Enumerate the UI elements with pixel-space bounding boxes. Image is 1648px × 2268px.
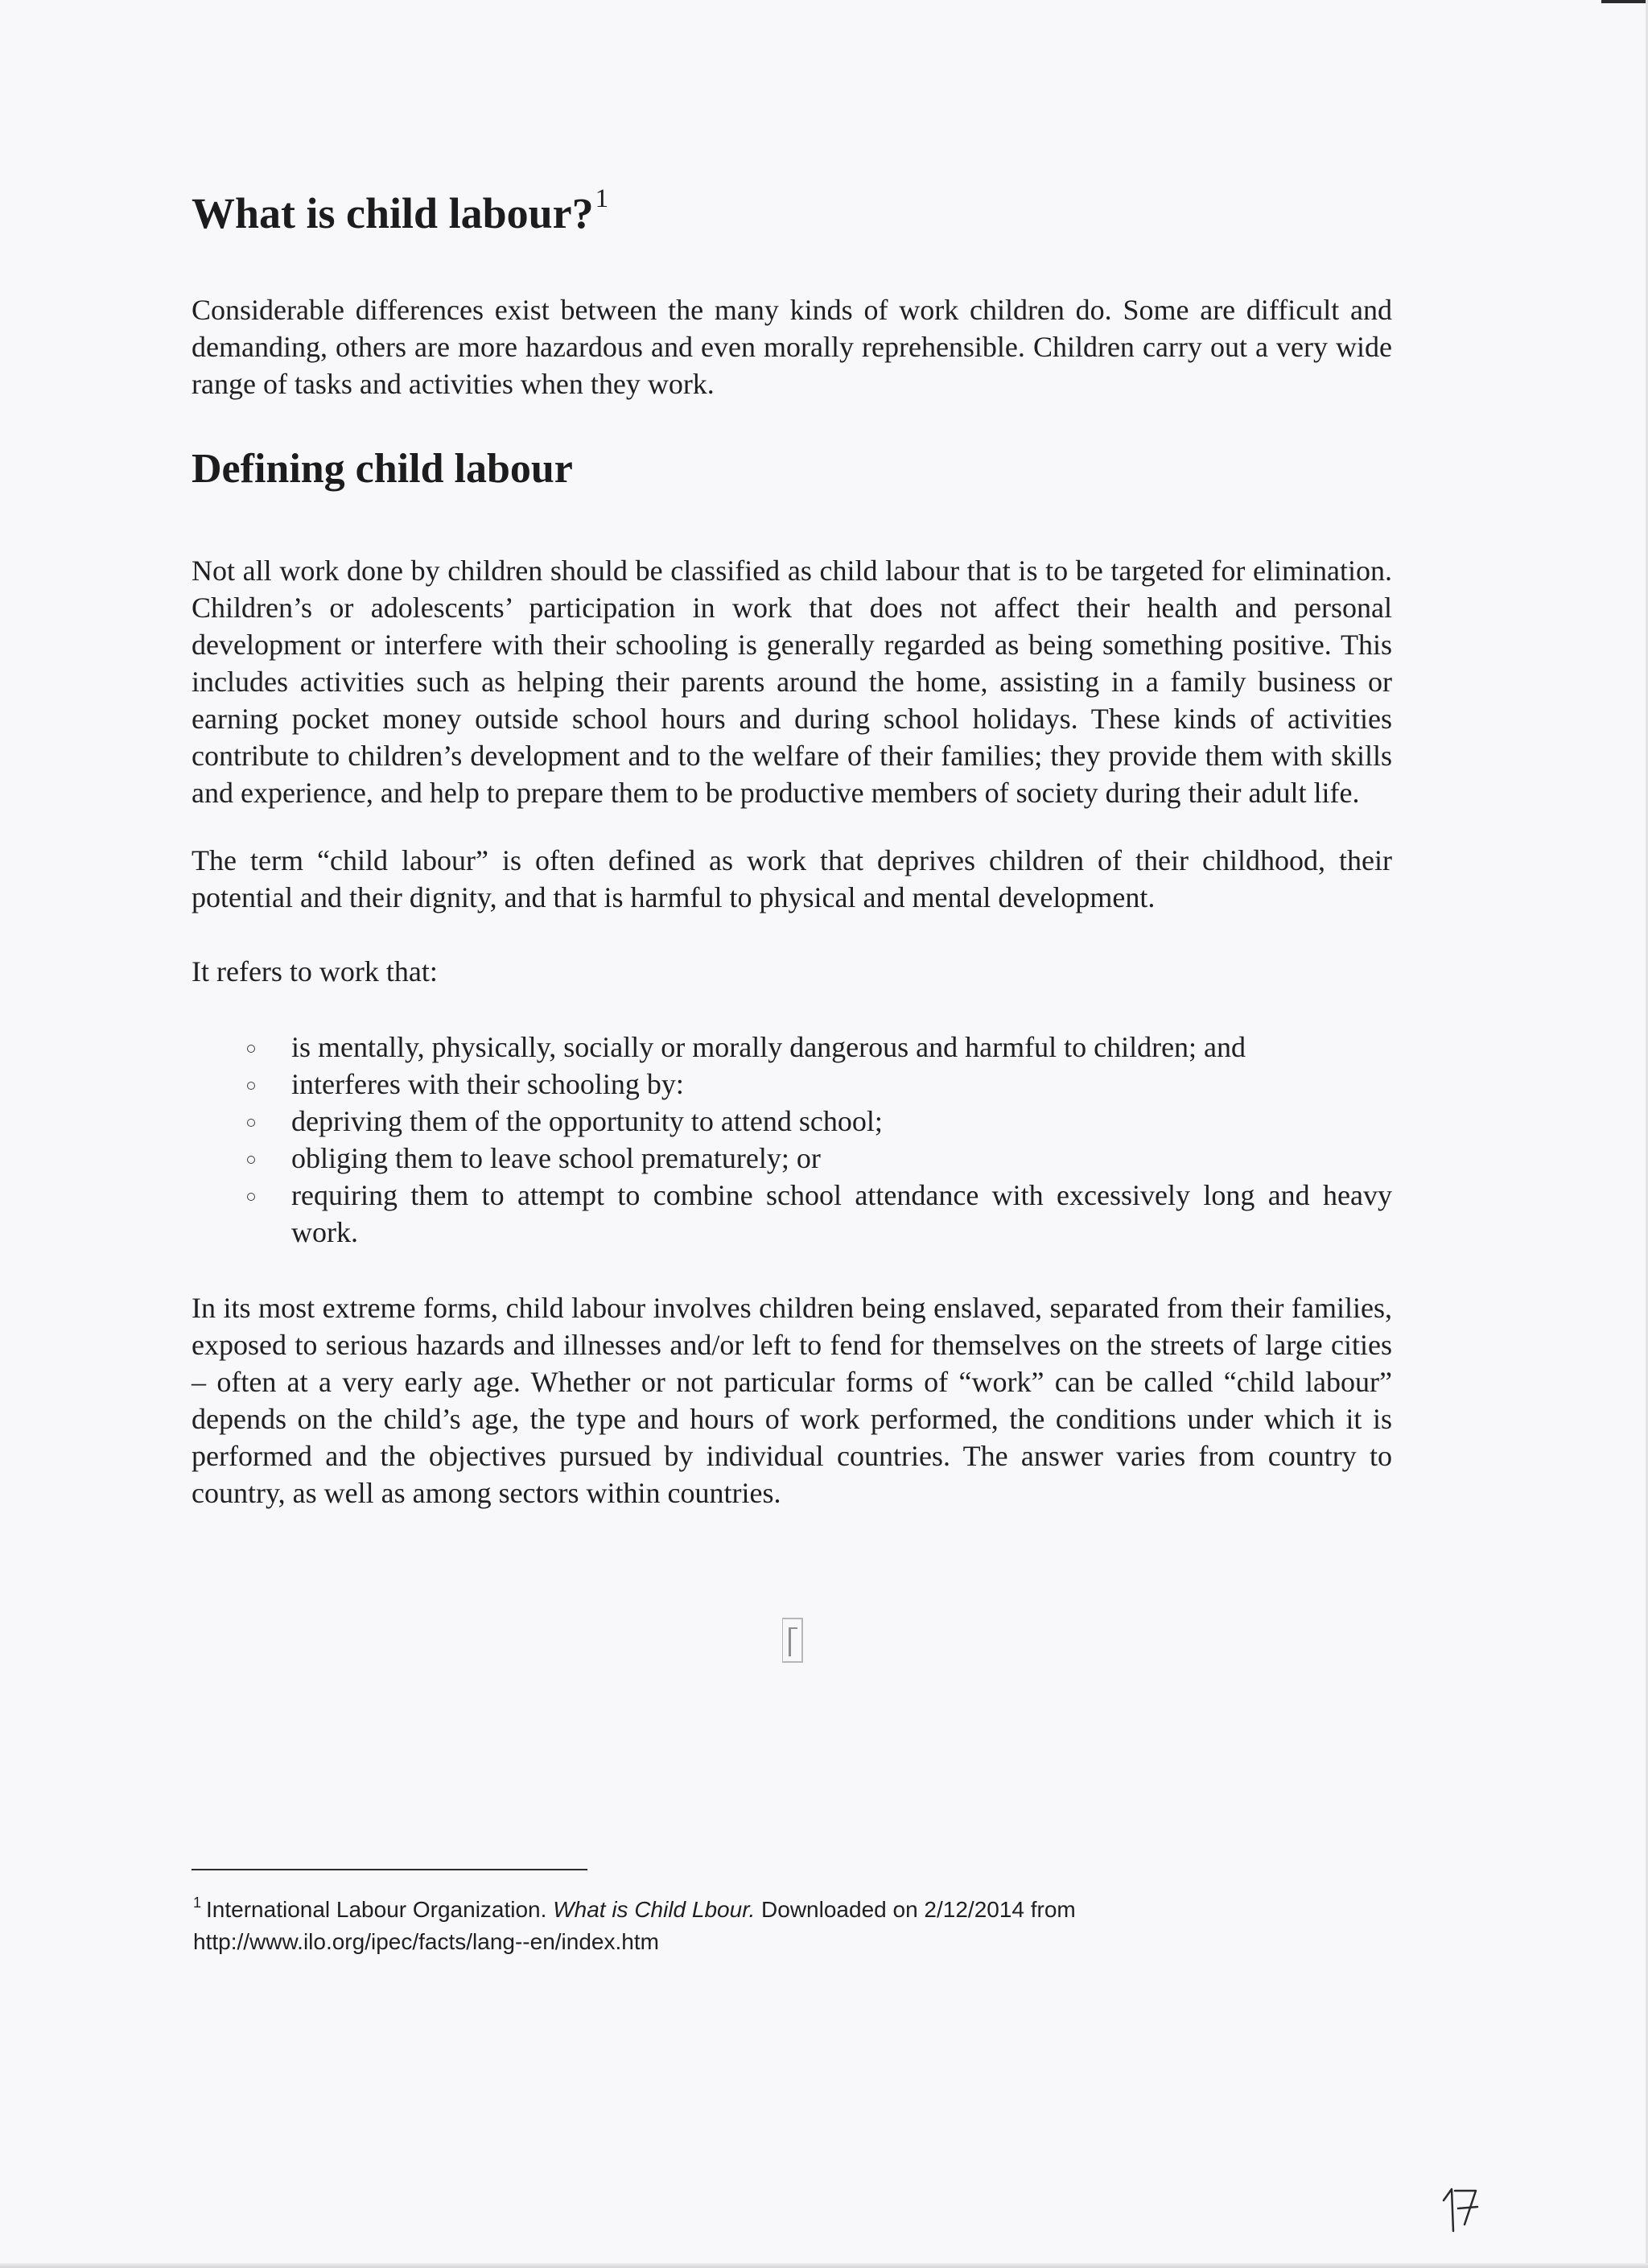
page-number-mark-icon [782,1618,803,1663]
closing-paragraph: In its most extreme forms, child labour involves children being enslaved, separated from their families, exposed to serious hazards and illnesses and/or left to fend for themselves on the streets of large cities – often at a very early age. Whether or not particular forms of “work” can be called “child labour” depends on the child’s age, the type and hours of work performed, the conditions under which it is performed and the objectives pursued by individual countries. The answer varies from country to country, as well as among sectors within countries. [192,1292,1392,1510]
bullet-icon [247,1045,255,1053]
footnote-number: 1 [193,1895,202,1911]
intro-paragraph: Considerable differences exist between the many kinds of work children do. Some are difficult and demanding, others are more hazardous and even morally reprehensible. Children carry out a very wide range of tasks and activities when they work. [192,293,1392,400]
page-title-text: What is child labour? [192,189,594,237]
bullet-icon [247,1082,255,1090]
list-item-text: interferes with their schooling by: [291,1068,684,1101]
criteria-list [192,1029,1392,1251]
footnote [193,1887,1320,1958]
list-item [291,1140,1392,1177]
bullet-icon [247,1193,255,1201]
list-item-text: obliging them to leave school prematurely; or [291,1142,821,1175]
list-item-text: requiring them to attempt to combine school attendance with excessively long and heavy work. [291,1179,1392,1249]
refers-to-paragraph: It refers to work that: [192,955,438,988]
footnote-source: International Labour Organization. [206,1897,554,1922]
section-title: Defining child labour [192,445,573,492]
list-item [291,1029,1392,1066]
footnote-reference: 1 [595,184,609,213]
list-item [291,1177,1392,1251]
footnote-line-1 [193,1887,1320,1926]
definition-paragraph: Not all work done by children should be classified as child labour that is to be targeted for elimination. Children’s or adolescents’ participation in work that does not affect their health and personal development or interfere with their schooling is generally regarded as being something positive. This includes activities such as helping their parents around the home, assisting in a family business or earning pocket money outside school hours and during school holidays. These kinds of activities contribute to children’s development and to the welfare of their families; they provide them with skills and experience, and help to prepare them to be productive members of society during their adult life. [192,555,1392,810]
list-item-text: is mentally, physically, socially or morally dangerous and harmful to children; and [291,1031,1246,1064]
bullet-icon [247,1119,255,1127]
main-content [192,184,1392,1511]
scan-edge-bottom [0,2263,1648,2268]
list-item-text: depriving them of the opportunity to attend school; [291,1105,883,1138]
bullet-icon [247,1156,255,1164]
page-title [192,184,1392,240]
scan-edge-top [1601,0,1648,3]
footnote-divider [192,1869,587,1870]
handwritten-page-number [1440,2183,1481,2234]
footnote-downloaded: Downloaded on 2/12/2014 from [755,1897,1076,1922]
list-item [291,1066,1392,1103]
footnote-title: What is Child Lbour. [553,1897,756,1922]
term-paragraph: The term “child labour” is often defined as work that deprives children of their childhood, their potential and their dignity, and that is harmful to physical and mental development. [192,844,1392,914]
list-item [291,1103,1392,1140]
footnote-url: http://www.ilo.org/ipec/facts/lang--en/index.htm [193,1929,659,1954]
